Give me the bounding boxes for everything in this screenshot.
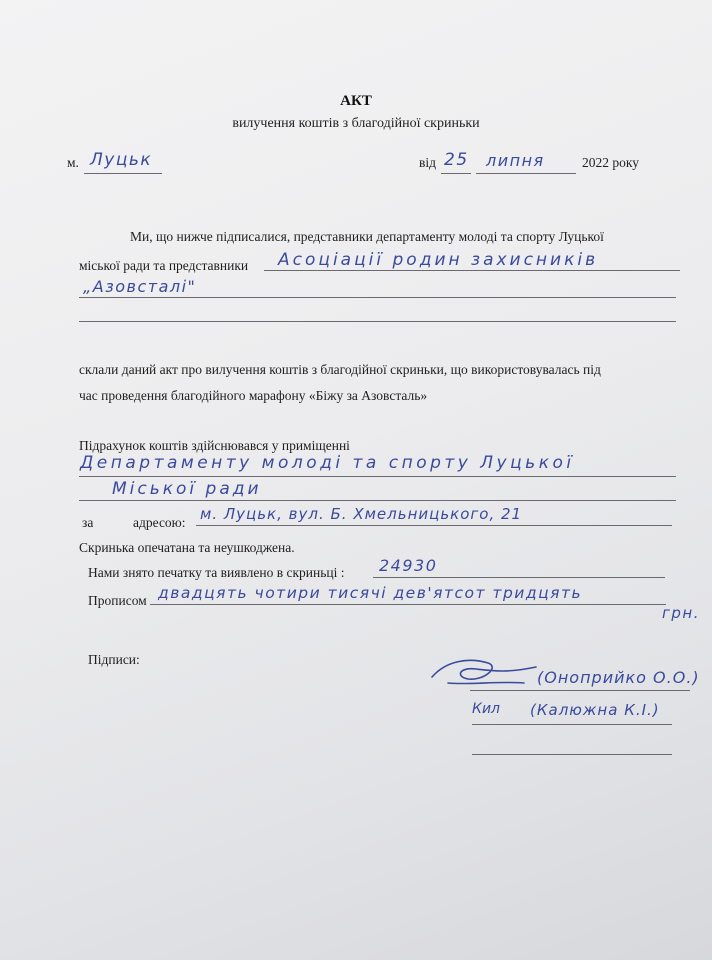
location-label: Підрахунок коштів здійснювався у приміщенні [79,438,350,453]
signatures-label: Підписи: [88,652,140,667]
signature-line-3 [472,754,672,755]
month-handwritten: липня [486,151,545,170]
currency-handwritten: грн. [662,604,700,622]
words-label: Прописом [88,593,147,608]
address-label: адресою: [133,515,186,530]
signature-line-2 [472,724,672,725]
amount-handwritten: 24930 [379,556,438,575]
signer-1-handwritten: (Оноприйко О.О.) [537,668,700,687]
city-prefix: м. [67,155,79,170]
org-handwritten-2: „Азовсталі" [83,277,197,296]
org-line-1 [264,270,680,271]
statement-line-2: час проведення благодійного марафону «Біжу за Азовсталь» [79,388,428,403]
city-handwritten: Луцьк [90,150,153,170]
date-prefix: від [419,155,436,170]
document-title: АКТ [340,93,372,109]
signature-line-1 [470,690,690,691]
address-line [196,525,672,526]
address-label-za: за [82,515,94,530]
org-handwritten-1: Асоціації родин захисників [278,250,599,270]
org-line-2 [79,297,676,298]
year-text: 2022 року [582,155,639,170]
day-handwritten: 25 [444,150,469,170]
location-handwritten-2: Міської ради [112,479,262,499]
org-line-3 [79,321,676,322]
address-handwritten: м. Луцьк, вул. Б. Хмельницького, 21 [200,505,523,523]
city-line [84,173,162,174]
day-line [441,173,471,174]
amount-line [373,577,665,578]
document-subtitle: вилучення коштів з благодійної скриньки [232,116,480,131]
month-line [476,173,576,174]
statement-line-1: склали даний акт про вилучення коштів з благодійної скриньки, що використовувалась під [79,362,601,377]
intro-line-1: Ми, що нижче підписалися, представники департаменту молоді та спорту Луцької [130,229,604,244]
intro-line-2: міської ради та представники [79,258,249,273]
box-state: Скринька опечатана та неушкоджена. [79,540,295,555]
signer-2-handwritten: (Калюжна К.І.) [530,701,660,719]
location-line-1 [79,476,676,477]
amount-words-handwritten: двадцять чотири тисячі дев'ятсот тридцять [158,584,583,602]
found-label: Нами знято печатку та виявлено в скриньці : [88,565,345,580]
amount-words-line [150,604,666,605]
signer-2-initials-handwritten: Кил [472,701,500,717]
signature-scribble-1 [428,655,540,695]
location-line-2 [79,500,676,501]
location-handwritten-1: Департаменту молоді та спорту Луцької [80,453,575,473]
